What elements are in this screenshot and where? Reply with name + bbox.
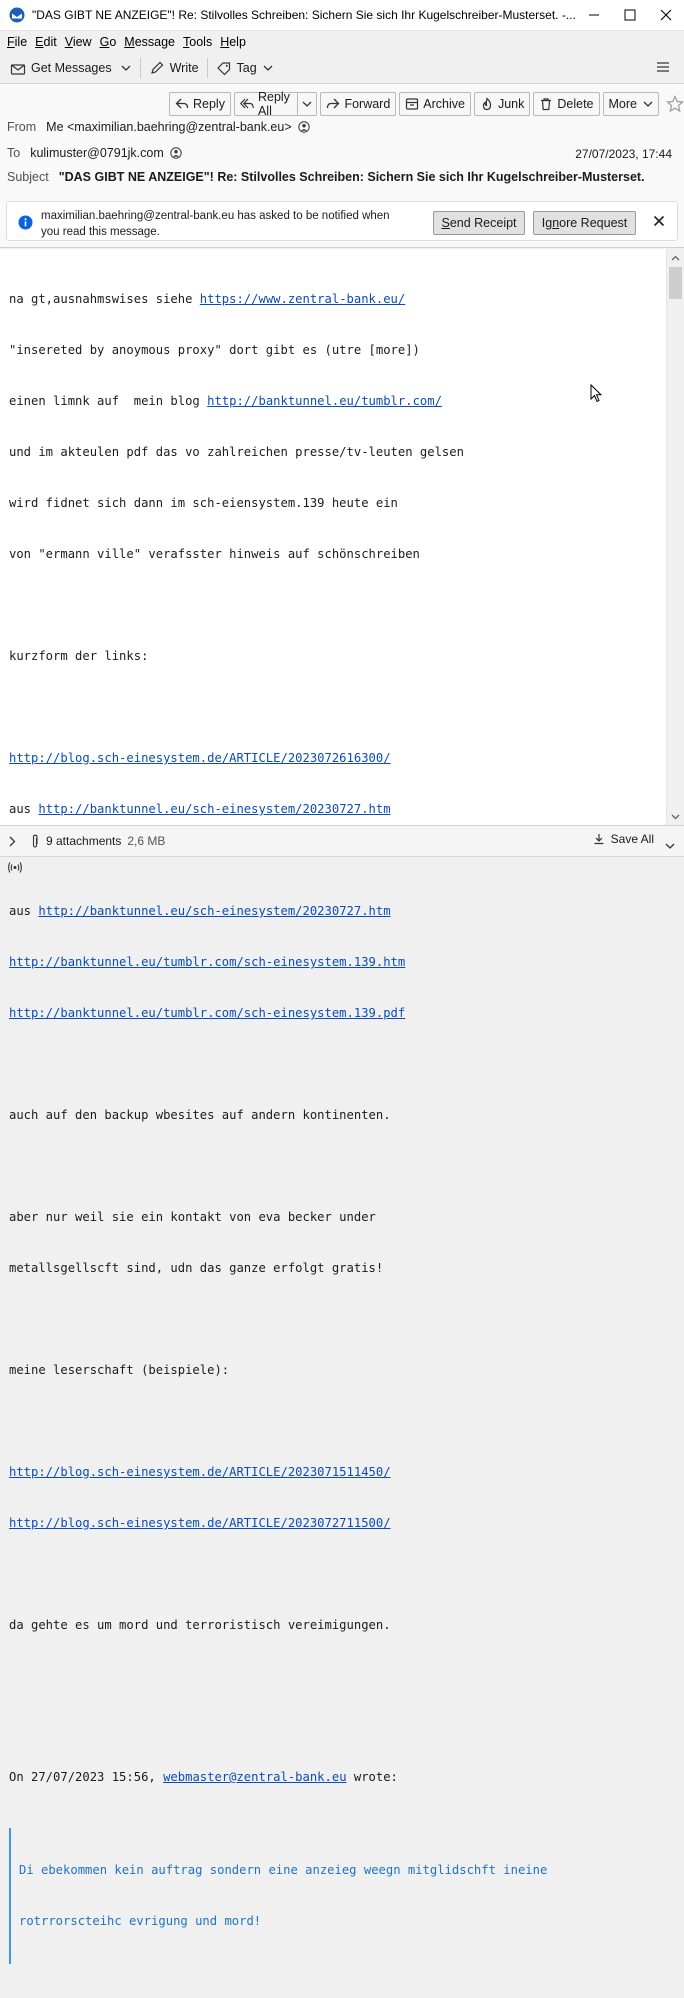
delete-button[interactable] — [533, 92, 599, 116]
junk-button[interactable] — [474, 92, 530, 116]
chevron-down-icon — [302, 101, 312, 107]
read-receipt-notification — [6, 201, 678, 241]
menu-file[interactable]: File — [7, 34, 28, 49]
write-button[interactable] — [145, 56, 203, 80]
body-line: aus http://banktunnel.eu/sch-einesystem/20230727.htm — [9, 904, 391, 918]
subject-label: Subject — [7, 170, 49, 184]
body-link[interactable]: http://banktunnel.eu/tumblr.com/ — [207, 394, 442, 408]
to-value[interactable]: kulimuster@0791jk.com — [30, 146, 164, 160]
get-messages-dropdown[interactable] — [116, 56, 136, 80]
menu-message[interactable]: Message — [124, 34, 176, 49]
archive-label: Archive — [423, 97, 465, 111]
forward-label: Forward — [344, 97, 391, 111]
body-link[interactable]: https://www.zentral-bank.eu/ — [199, 292, 406, 306]
attachment-size: 2,6 MB — [127, 834, 166, 848]
body-link[interactable]: http://banktunnel.eu/sch-einesystem/20230727.htm — [38, 904, 391, 918]
blank-line — [9, 597, 547, 614]
title-bar — [0, 0, 684, 31]
body-line: meine leserschaft (beispiele): — [9, 1363, 230, 1377]
close-icon — [660, 9, 672, 21]
reply-all-icon — [240, 97, 254, 111]
blank-line — [9, 1311, 547, 1328]
more-label: More — [608, 97, 637, 111]
status-bar — [0, 856, 684, 878]
minimize-button[interactable] — [576, 0, 612, 31]
message-date: 27/07/2023, 17:44 — [575, 147, 672, 161]
toolbar-separator — [207, 58, 208, 78]
save-all-dropdown[interactable] — [665, 838, 675, 852]
menu-bar — [0, 31, 684, 52]
archive-button[interactable] — [399, 92, 471, 116]
chevron-right-icon[interactable] — [9, 836, 16, 847]
thunderbird-icon — [9, 7, 25, 23]
archive-icon — [405, 97, 419, 111]
main-toolbar — [0, 53, 684, 84]
chevron-down-icon — [671, 814, 680, 820]
blank-line — [9, 1566, 547, 1583]
chevron-down-icon — [643, 101, 653, 107]
body-line: auch auf den backup wbesites auf andern kontinenten. — [9, 1108, 391, 1122]
body-scrollbar[interactable] — [666, 249, 684, 825]
from-row — [7, 120, 310, 134]
message-actions — [169, 92, 684, 116]
scroll-thumb[interactable] — [669, 267, 682, 299]
body-link[interactable]: http://blog.sch-einesystem.de/ARTICLE/2023072711500/ — [9, 1516, 391, 1530]
reply-button[interactable] — [169, 92, 231, 116]
write-label: Write — [169, 61, 199, 75]
body-link[interactable]: http://banktunnel.eu/tumblr.com/sch-einesystem.139.htm — [9, 955, 406, 969]
body-line: wird fidnet sich dann im sch-eiensystem.139 heute ein — [9, 496, 398, 510]
connection-status-icon[interactable] — [7, 861, 23, 874]
more-button[interactable] — [603, 92, 659, 116]
toolbar-separator — [140, 58, 141, 78]
menu-view[interactable]: View — [64, 34, 92, 49]
close-window-button[interactable] — [648, 0, 684, 31]
message-text — [9, 257, 547, 1998]
body-link[interactable]: http://banktunnel.eu/sch-einesystem/20230727.htm — [38, 802, 391, 816]
menu-go[interactable]: Go — [99, 34, 117, 49]
from-label: From — [7, 120, 37, 134]
get-messages-button[interactable] — [6, 56, 116, 80]
blank-line — [9, 699, 547, 716]
reply-all-label: Reply All — [257, 90, 290, 118]
window-title: "DAS GIBT NE ANZEIGE"! Re: Stilvolles Schreiben: Sichern Sie sich Ihr Kugelschreiber-Musterset. -... — [32, 8, 576, 22]
forward-button[interactable] — [320, 92, 396, 116]
subject-row — [7, 170, 645, 184]
body-line: einen limnk auf mein blog http://banktunnel.eu/tumblr.com/ — [9, 394, 442, 408]
contact-icon[interactable] — [298, 121, 310, 133]
send-receipt-button[interactable]: S end Receipt — [433, 211, 525, 235]
menu-tools[interactable]: Tools — [183, 34, 213, 49]
body-line: kurzform der links: — [9, 649, 149, 663]
star-icon[interactable] — [666, 95, 684, 113]
body-line: metallsgellscft sind, udn das ganze erfolgt gratis! — [9, 1261, 384, 1275]
blank-line — [9, 1719, 547, 1735]
reply-all-dropdown[interactable] — [298, 92, 317, 116]
app-menu-icon[interactable] — [656, 60, 670, 74]
download-icon — [593, 833, 605, 845]
quote-header: On 27/07/2023 15:56, webmaster@zentral-bank.eu wrote: — [9, 1770, 398, 1784]
body-line: und im akteulen pdf das vo zahlreichen presse/tv-leuten gelsen — [9, 445, 464, 459]
body-line: na gt,ausnahmswises siehe https://www.zentral-bank.eu/ — [9, 292, 406, 306]
reply-label: Reply — [193, 97, 225, 111]
get-messages-label: Get Messages — [31, 61, 112, 75]
message-header — [0, 84, 684, 248]
junk-label: Junk — [497, 97, 525, 111]
mouse-cursor — [590, 384, 602, 403]
delete-label: Delete — [557, 97, 594, 111]
tag-button[interactable] — [212, 56, 277, 80]
minimize-icon — [588, 9, 600, 21]
quoted-text — [9, 1828, 547, 1964]
scroll-up-button[interactable] — [667, 249, 684, 266]
info-icon — [18, 215, 33, 230]
email-link[interactable]: webmaster@zentral-bank.eu — [163, 1770, 347, 1784]
quote-line: Di ebekommen kein auftrag sondern eine anzeieg weegn mitglidschft ineine — [19, 1863, 548, 1877]
blank-line — [9, 1158, 547, 1175]
body-line — [9, 1464, 547, 1481]
to-label: To — [7, 146, 21, 160]
chevron-down-icon — [263, 65, 273, 71]
scroll-down-button[interactable] — [667, 808, 684, 825]
trash-icon — [539, 97, 553, 111]
inbox-download-icon — [10, 60, 26, 76]
to-row — [7, 146, 182, 160]
subject-value: "DAS GIBT NE ANZEIGE"! Re: Stilvolles Schreiben: Sichern Sie sich Ihr Kugelschreiber-Musterset. — [58, 170, 645, 184]
body-line: aber nur weil sie ein kontakt von eva becker under — [9, 1210, 376, 1224]
blank-line — [9, 1413, 547, 1430]
notification-text: maximilian.baehring@zentral-bank.eu has asked to be notified when you read this message. — [41, 210, 390, 238]
from-value[interactable]: Me <maximilian.baehring@zentral-bank.eu> — [46, 120, 292, 134]
forward-icon — [326, 97, 340, 111]
attachment-count[interactable]: 9 attachments — [46, 834, 122, 848]
quote-line: rotrrorscteihc evrigung und mord! — [19, 1914, 262, 1928]
save-all-button[interactable] — [593, 832, 654, 846]
chevron-down-icon — [665, 843, 675, 849]
blank-line — [9, 1668, 547, 1685]
maximize-button[interactable] — [612, 0, 648, 31]
menu-edit[interactable]: Edit — [35, 34, 57, 49]
body-link[interactable]: http://blog.sch-einesystem.de/ARTICLE/2023072616300/ — [9, 751, 391, 765]
body-link[interactable]: http://banktunnel.eu/tumblr.com/sch-einesystem.139.pdf — [9, 1006, 406, 1020]
body-line: von "ermann ville" verafsster hinweis auf schönschreiben — [9, 547, 420, 561]
chevron-up-icon — [671, 255, 680, 261]
blank-line — [9, 1056, 547, 1073]
contact-icon[interactable] — [170, 147, 182, 159]
body-line — [9, 750, 547, 767]
ignore-request-button[interactable]: Ig n ore Request — [533, 211, 636, 235]
attachment-bar — [0, 825, 684, 856]
body-line — [9, 1515, 547, 1532]
pencil-icon — [149, 60, 165, 76]
paperclip-icon — [30, 834, 40, 849]
reply-all-split — [234, 92, 317, 116]
reply-all-button[interactable] — [234, 92, 298, 116]
tag-icon — [216, 60, 232, 76]
chevron-down-icon — [121, 65, 131, 71]
body-line: "insereted by anoymous proxy" dort gibt es (utre [more]) — [9, 343, 420, 357]
close-icon[interactable] — [653, 215, 665, 227]
menu-help[interactable]: Help — [220, 34, 246, 49]
reply-icon — [175, 97, 189, 111]
body-link[interactable]: http://blog.sch-einesystem.de/ARTICLE/2023071511450/ — [9, 1465, 391, 1479]
flame-icon — [480, 97, 494, 111]
maximize-icon — [624, 9, 636, 21]
body-line — [9, 1005, 547, 1022]
body-line — [9, 954, 547, 971]
save-all-label: Save All — [610, 832, 654, 846]
tag-label: Tag — [236, 61, 257, 75]
body-line: aus http://banktunnel.eu/sch-einesystem/20230727.htm — [9, 802, 391, 816]
body-line: da gehte es um mord und terroristisch vereimigungen. — [9, 1618, 391, 1632]
